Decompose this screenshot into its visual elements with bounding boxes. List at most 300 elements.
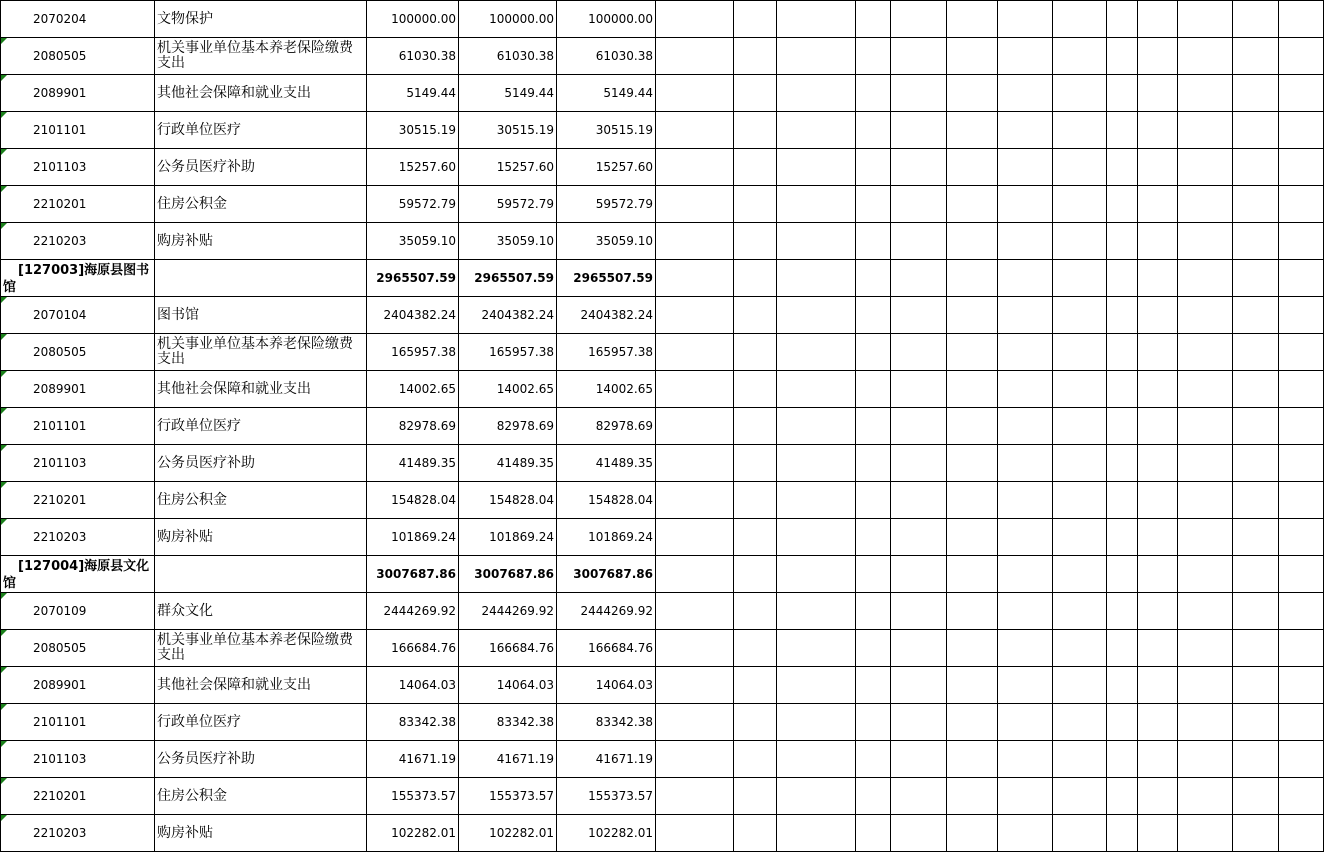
empty-cell[interactable] (1279, 593, 1324, 630)
empty-cell[interactable] (998, 556, 1053, 593)
empty-cell[interactable] (947, 38, 998, 75)
empty-cell[interactable] (947, 704, 998, 741)
empty-cell[interactable] (1053, 223, 1107, 260)
empty-cell[interactable] (1138, 149, 1178, 186)
amount-cell-3[interactable]: 154828.04 (557, 482, 656, 519)
empty-cell[interactable] (1178, 149, 1233, 186)
empty-cell[interactable] (656, 112, 734, 149)
empty-cell[interactable] (1279, 778, 1324, 815)
empty-cell[interactable] (1279, 667, 1324, 704)
amount-cell-1[interactable]: 41671.19 (367, 741, 459, 778)
empty-cell[interactable] (1138, 741, 1178, 778)
empty-cell[interactable] (1138, 260, 1178, 297)
unit-name-cell[interactable] (1, 260, 155, 297)
amount-cell-3[interactable]: 41489.35 (557, 445, 656, 482)
empty-cell[interactable] (1107, 260, 1138, 297)
empty-cell[interactable] (1279, 223, 1324, 260)
empty-cell[interactable] (1279, 38, 1324, 75)
empty-cell[interactable] (1279, 482, 1324, 519)
code-cell[interactable]: 2101103 (1, 149, 155, 186)
empty-cell[interactable] (1053, 38, 1107, 75)
empty-cell[interactable] (777, 630, 856, 667)
empty-cell[interactable] (734, 297, 777, 334)
amount-cell-2[interactable]: 14064.03 (459, 667, 557, 704)
empty-cell[interactable] (1178, 186, 1233, 223)
empty-cell[interactable] (1178, 667, 1233, 704)
empty-cell[interactable] (856, 75, 891, 112)
empty-cell[interactable] (856, 630, 891, 667)
code-cell[interactable]: 2080505 (1, 630, 155, 667)
empty-cell[interactable] (1178, 75, 1233, 112)
empty-cell[interactable] (1053, 260, 1107, 297)
empty-cell[interactable] (1233, 593, 1279, 630)
empty-cell[interactable] (1107, 778, 1138, 815)
empty-cell[interactable] (856, 260, 891, 297)
name-cell[interactable]: 机关事业单位基本养老保险缴费支出 (155, 630, 367, 667)
empty-cell[interactable] (656, 778, 734, 815)
amount-cell-3[interactable]: 59572.79 (557, 186, 656, 223)
empty-cell[interactable] (734, 445, 777, 482)
empty-cell[interactable] (1107, 519, 1138, 556)
amount-cell-1[interactable]: 83342.38 (367, 704, 459, 741)
empty-cell[interactable] (1138, 112, 1178, 149)
empty-cell[interactable] (1279, 149, 1324, 186)
empty-cell[interactable] (1053, 75, 1107, 112)
empty-cell[interactable] (947, 778, 998, 815)
amount-cell-1[interactable]: 35059.10 (367, 223, 459, 260)
empty-cell[interactable] (734, 371, 777, 408)
amount-cell-1[interactable]: 5149.44 (367, 75, 459, 112)
empty-cell[interactable] (947, 556, 998, 593)
empty-cell[interactable] (1279, 334, 1324, 371)
empty-cell[interactable] (1279, 519, 1324, 556)
empty-cell[interactable] (1107, 149, 1138, 186)
amount-cell-2[interactable]: 5149.44 (459, 75, 557, 112)
empty-cell[interactable] (891, 112, 947, 149)
empty-cell[interactable] (656, 371, 734, 408)
empty-cell[interactable] (856, 297, 891, 334)
empty-cell[interactable] (656, 815, 734, 852)
empty-cell[interactable] (734, 1, 777, 38)
amount-cell-1[interactable]: 155373.57 (367, 778, 459, 815)
empty-cell[interactable] (1053, 482, 1107, 519)
unit-name-cell[interactable] (1, 556, 155, 593)
amount-cell-1[interactable]: 102282.01 (367, 815, 459, 852)
empty-cell[interactable] (947, 371, 998, 408)
empty-cell[interactable] (777, 815, 856, 852)
empty-cell[interactable] (1053, 445, 1107, 482)
name-cell[interactable]: 文物保护 (155, 1, 367, 38)
empty-cell[interactable] (998, 667, 1053, 704)
empty-cell[interactable] (1178, 778, 1233, 815)
empty-cell[interactable] (998, 630, 1053, 667)
empty-cell[interactable] (1178, 334, 1233, 371)
empty-cell[interactable] (1233, 445, 1279, 482)
empty-cell[interactable] (947, 482, 998, 519)
empty-cell[interactable] (777, 704, 856, 741)
empty-cell[interactable] (891, 667, 947, 704)
empty-cell[interactable] (856, 667, 891, 704)
empty-cell[interactable] (777, 371, 856, 408)
amount-cell-1[interactable]: 14064.03 (367, 667, 459, 704)
empty-cell[interactable] (1138, 186, 1178, 223)
amount-cell-1[interactable]: 30515.19 (367, 112, 459, 149)
amount-cell-1[interactable]: 14002.65 (367, 371, 459, 408)
empty-cell[interactable] (947, 112, 998, 149)
amount-cell-2[interactable]: 2404382.24 (459, 297, 557, 334)
amount-cell-1[interactable]: 82978.69 (367, 408, 459, 445)
empty-cell[interactable] (656, 704, 734, 741)
amount-cell-2[interactable]: 83342.38 (459, 704, 557, 741)
amount-cell-2[interactable]: 14002.65 (459, 371, 557, 408)
empty-cell[interactable] (856, 593, 891, 630)
empty-cell[interactable] (1107, 297, 1138, 334)
empty-cell[interactable] (734, 630, 777, 667)
amount-cell-2[interactable]: 2965507.59 (459, 260, 557, 297)
amount-cell-2[interactable]: 41489.35 (459, 445, 557, 482)
empty-cell[interactable] (1053, 149, 1107, 186)
empty-cell[interactable] (656, 667, 734, 704)
empty-cell[interactable] (1178, 297, 1233, 334)
empty-cell[interactable] (1107, 667, 1138, 704)
empty-cell[interactable] (1233, 408, 1279, 445)
empty-cell[interactable] (734, 667, 777, 704)
code-cell[interactable]: 2101103 (1, 445, 155, 482)
empty-cell[interactable] (1053, 408, 1107, 445)
empty-cell[interactable] (1138, 408, 1178, 445)
empty-cell[interactable] (777, 75, 856, 112)
amount-cell-2[interactable]: 100000.00 (459, 1, 557, 38)
code-cell[interactable]: 2101101 (1, 704, 155, 741)
name-cell[interactable]: 住房公积金 (155, 778, 367, 815)
amount-cell-3[interactable]: 2444269.92 (557, 593, 656, 630)
empty-cell[interactable] (1053, 519, 1107, 556)
empty-cell[interactable] (1233, 630, 1279, 667)
empty-cell[interactable] (891, 297, 947, 334)
empty-cell[interactable] (891, 593, 947, 630)
empty-cell[interactable] (734, 38, 777, 75)
empty-cell[interactable] (856, 815, 891, 852)
empty-cell[interactable] (1107, 1, 1138, 38)
amount-cell-3[interactable]: 100000.00 (557, 1, 656, 38)
amount-cell-3[interactable]: 5149.44 (557, 75, 656, 112)
empty-cell[interactable] (1233, 260, 1279, 297)
empty-cell[interactable] (1107, 815, 1138, 852)
empty-cell[interactable] (1138, 445, 1178, 482)
empty-cell[interactable] (891, 445, 947, 482)
amount-cell-2[interactable]: 41671.19 (459, 741, 557, 778)
empty-cell[interactable] (734, 75, 777, 112)
empty-cell[interactable] (1053, 1, 1107, 38)
code-cell[interactable]: 2210201 (1, 186, 155, 223)
empty-cell[interactable] (1178, 741, 1233, 778)
empty-cell[interactable] (734, 556, 777, 593)
empty-cell[interactable] (1233, 149, 1279, 186)
empty-cell[interactable] (777, 778, 856, 815)
empty-cell[interactable] (1279, 186, 1324, 223)
empty-cell[interactable] (1279, 704, 1324, 741)
code-cell[interactable]: 2210201 (1, 482, 155, 519)
amount-cell-3[interactable]: 82978.69 (557, 408, 656, 445)
empty-cell[interactable] (1138, 297, 1178, 334)
empty-cell[interactable] (1279, 112, 1324, 149)
code-cell[interactable]: 2210201 (1, 778, 155, 815)
amount-cell-2[interactable]: 166684.76 (459, 630, 557, 667)
amount-cell-1[interactable]: 100000.00 (367, 1, 459, 38)
empty-cell[interactable] (998, 297, 1053, 334)
empty-cell[interactable] (998, 149, 1053, 186)
empty-cell[interactable] (1138, 371, 1178, 408)
empty-cell[interactable] (891, 519, 947, 556)
empty-cell[interactable] (1178, 593, 1233, 630)
empty-cell[interactable] (1178, 482, 1233, 519)
empty-cell[interactable] (998, 482, 1053, 519)
empty-cell[interactable] (891, 482, 947, 519)
empty-cell[interactable] (1279, 815, 1324, 852)
amount-cell-1[interactable]: 15257.60 (367, 149, 459, 186)
empty-cell[interactable] (1053, 334, 1107, 371)
amount-cell-1[interactable]: 2444269.92 (367, 593, 459, 630)
name-cell[interactable]: 购房补贴 (155, 223, 367, 260)
empty-cell[interactable] (998, 815, 1053, 852)
empty-cell[interactable] (1279, 630, 1324, 667)
empty-cell[interactable] (1279, 741, 1324, 778)
empty-cell[interactable] (998, 445, 1053, 482)
empty-cell[interactable] (891, 815, 947, 852)
amount-cell-3[interactable]: 3007687.86 (557, 556, 656, 593)
empty-cell[interactable] (1279, 371, 1324, 408)
amount-cell-3[interactable]: 61030.38 (557, 38, 656, 75)
empty-cell[interactable] (891, 149, 947, 186)
name-cell[interactable]: 行政单位医疗 (155, 408, 367, 445)
code-cell[interactable]: 2101101 (1, 112, 155, 149)
empty-cell[interactable] (1138, 482, 1178, 519)
name-cell[interactable]: 住房公积金 (155, 482, 367, 519)
empty-cell[interactable] (856, 223, 891, 260)
amount-cell-3[interactable]: 30515.19 (557, 112, 656, 149)
empty-cell[interactable] (656, 630, 734, 667)
empty-cell[interactable] (777, 186, 856, 223)
empty-cell[interactable] (947, 1, 998, 38)
empty-cell[interactable] (1138, 704, 1178, 741)
empty-cell[interactable] (1178, 38, 1233, 75)
empty-cell[interactable] (1279, 556, 1324, 593)
code-cell[interactable]: 2070204 (1, 1, 155, 38)
empty-cell[interactable] (1053, 593, 1107, 630)
empty-cell[interactable] (856, 482, 891, 519)
empty-cell[interactable] (1053, 667, 1107, 704)
empty-cell[interactable] (1233, 741, 1279, 778)
empty-cell[interactable] (1233, 704, 1279, 741)
empty-cell[interactable] (1178, 630, 1233, 667)
empty-cell[interactable] (1138, 815, 1178, 852)
empty-cell[interactable] (891, 38, 947, 75)
empty-cell[interactable] (947, 223, 998, 260)
empty-cell[interactable] (1107, 630, 1138, 667)
empty-cell[interactable] (777, 741, 856, 778)
empty-cell[interactable] (656, 445, 734, 482)
code-cell[interactable]: 2101101 (1, 408, 155, 445)
empty-cell[interactable] (734, 112, 777, 149)
empty-cell[interactable] (856, 778, 891, 815)
empty-cell[interactable] (947, 334, 998, 371)
name-cell[interactable]: 住房公积金 (155, 186, 367, 223)
empty-cell[interactable] (856, 408, 891, 445)
empty-cell[interactable] (891, 408, 947, 445)
amount-cell-2[interactable]: 3007687.86 (459, 556, 557, 593)
empty-cell[interactable] (891, 223, 947, 260)
code-cell[interactable]: 2080505 (1, 334, 155, 371)
empty-cell[interactable] (856, 445, 891, 482)
empty-cell[interactable] (998, 371, 1053, 408)
amount-cell-3[interactable]: 2965507.59 (557, 260, 656, 297)
empty-cell[interactable] (734, 223, 777, 260)
empty-cell[interactable] (856, 38, 891, 75)
name-cell[interactable]: 其他社会保障和就业支出 (155, 75, 367, 112)
amount-cell-1[interactable]: 166684.76 (367, 630, 459, 667)
amount-cell-2[interactable]: 35059.10 (459, 223, 557, 260)
empty-cell[interactable] (1233, 556, 1279, 593)
empty-cell[interactable] (891, 556, 947, 593)
empty-cell[interactable] (1138, 38, 1178, 75)
empty-cell[interactable] (734, 815, 777, 852)
empty-cell[interactable] (1138, 556, 1178, 593)
code-cell[interactable]: 2080505 (1, 38, 155, 75)
amount-cell-1[interactable]: 165957.38 (367, 334, 459, 371)
empty-cell[interactable] (1233, 482, 1279, 519)
empty-cell[interactable] (656, 408, 734, 445)
empty-cell[interactable] (1107, 223, 1138, 260)
empty-cell[interactable] (1178, 556, 1233, 593)
empty-cell[interactable] (777, 223, 856, 260)
empty-cell[interactable] (856, 149, 891, 186)
empty-cell[interactable] (856, 741, 891, 778)
empty-cell[interactable] (656, 519, 734, 556)
amount-cell-2[interactable]: 154828.04 (459, 482, 557, 519)
empty-cell[interactable] (1053, 371, 1107, 408)
empty-cell[interactable] (998, 704, 1053, 741)
amount-cell-3[interactable]: 83342.38 (557, 704, 656, 741)
amount-cell-3[interactable]: 35059.10 (557, 223, 656, 260)
empty-cell[interactable] (1279, 445, 1324, 482)
empty-cell[interactable] (1233, 667, 1279, 704)
amount-cell-1[interactable]: 3007687.86 (367, 556, 459, 593)
empty-cell[interactable] (998, 223, 1053, 260)
name-cell[interactable] (155, 556, 367, 593)
empty-cell[interactable] (998, 112, 1053, 149)
empty-cell[interactable] (777, 556, 856, 593)
empty-cell[interactable] (656, 482, 734, 519)
empty-cell[interactable] (1053, 704, 1107, 741)
empty-cell[interactable] (998, 75, 1053, 112)
empty-cell[interactable] (1107, 75, 1138, 112)
empty-cell[interactable] (1279, 1, 1324, 38)
empty-cell[interactable] (1053, 186, 1107, 223)
empty-cell[interactable] (947, 593, 998, 630)
empty-cell[interactable] (856, 704, 891, 741)
empty-cell[interactable] (1178, 408, 1233, 445)
amount-cell-1[interactable]: 59572.79 (367, 186, 459, 223)
empty-cell[interactable] (947, 75, 998, 112)
amount-cell-1[interactable]: 2965507.59 (367, 260, 459, 297)
amount-cell-1[interactable]: 41489.35 (367, 445, 459, 482)
empty-cell[interactable] (656, 75, 734, 112)
empty-cell[interactable] (777, 260, 856, 297)
empty-cell[interactable] (734, 593, 777, 630)
code-cell[interactable]: 2101103 (1, 741, 155, 778)
empty-cell[interactable] (856, 371, 891, 408)
name-cell[interactable] (155, 260, 367, 297)
empty-cell[interactable] (734, 741, 777, 778)
empty-cell[interactable] (1233, 186, 1279, 223)
empty-cell[interactable] (1178, 815, 1233, 852)
empty-cell[interactable] (656, 593, 734, 630)
empty-cell[interactable] (1178, 704, 1233, 741)
empty-cell[interactable] (856, 556, 891, 593)
empty-cell[interactable] (947, 297, 998, 334)
empty-cell[interactable] (998, 1, 1053, 38)
empty-cell[interactable] (891, 371, 947, 408)
name-cell[interactable]: 购房补贴 (155, 815, 367, 852)
empty-cell[interactable] (947, 149, 998, 186)
empty-cell[interactable] (1053, 741, 1107, 778)
empty-cell[interactable] (1138, 778, 1178, 815)
amount-cell-3[interactable]: 101869.24 (557, 519, 656, 556)
code-cell[interactable]: 2089901 (1, 667, 155, 704)
empty-cell[interactable] (1053, 297, 1107, 334)
empty-cell[interactable] (1233, 1, 1279, 38)
empty-cell[interactable] (1233, 112, 1279, 149)
empty-cell[interactable] (777, 593, 856, 630)
empty-cell[interactable] (1138, 519, 1178, 556)
empty-cell[interactable] (1279, 297, 1324, 334)
empty-cell[interactable] (656, 260, 734, 297)
empty-cell[interactable] (1053, 630, 1107, 667)
empty-cell[interactable] (1233, 519, 1279, 556)
empty-cell[interactable] (656, 741, 734, 778)
empty-cell[interactable] (947, 741, 998, 778)
empty-cell[interactable] (856, 112, 891, 149)
empty-cell[interactable] (1233, 334, 1279, 371)
name-cell[interactable]: 购房补贴 (155, 519, 367, 556)
empty-cell[interactable] (998, 186, 1053, 223)
name-cell[interactable]: 公务员医疗补助 (155, 149, 367, 186)
empty-cell[interactable] (1107, 704, 1138, 741)
name-cell[interactable]: 其他社会保障和就业支出 (155, 667, 367, 704)
empty-cell[interactable] (856, 334, 891, 371)
empty-cell[interactable] (1178, 112, 1233, 149)
empty-cell[interactable] (1233, 38, 1279, 75)
code-cell[interactable]: 2089901 (1, 371, 155, 408)
code-cell[interactable]: 2210203 (1, 815, 155, 852)
empty-cell[interactable] (656, 334, 734, 371)
empty-cell[interactable] (856, 519, 891, 556)
empty-cell[interactable] (656, 1, 734, 38)
empty-cell[interactable] (1107, 741, 1138, 778)
empty-cell[interactable] (947, 815, 998, 852)
empty-cell[interactable] (1138, 593, 1178, 630)
empty-cell[interactable] (1178, 445, 1233, 482)
amount-cell-2[interactable]: 101869.24 (459, 519, 557, 556)
amount-cell-1[interactable]: 101869.24 (367, 519, 459, 556)
code-cell[interactable]: 2210203 (1, 519, 155, 556)
empty-cell[interactable] (1178, 223, 1233, 260)
empty-cell[interactable] (1107, 482, 1138, 519)
empty-cell[interactable] (1178, 1, 1233, 38)
empty-cell[interactable] (891, 75, 947, 112)
empty-cell[interactable] (1138, 1, 1178, 38)
amount-cell-1[interactable]: 2404382.24 (367, 297, 459, 334)
